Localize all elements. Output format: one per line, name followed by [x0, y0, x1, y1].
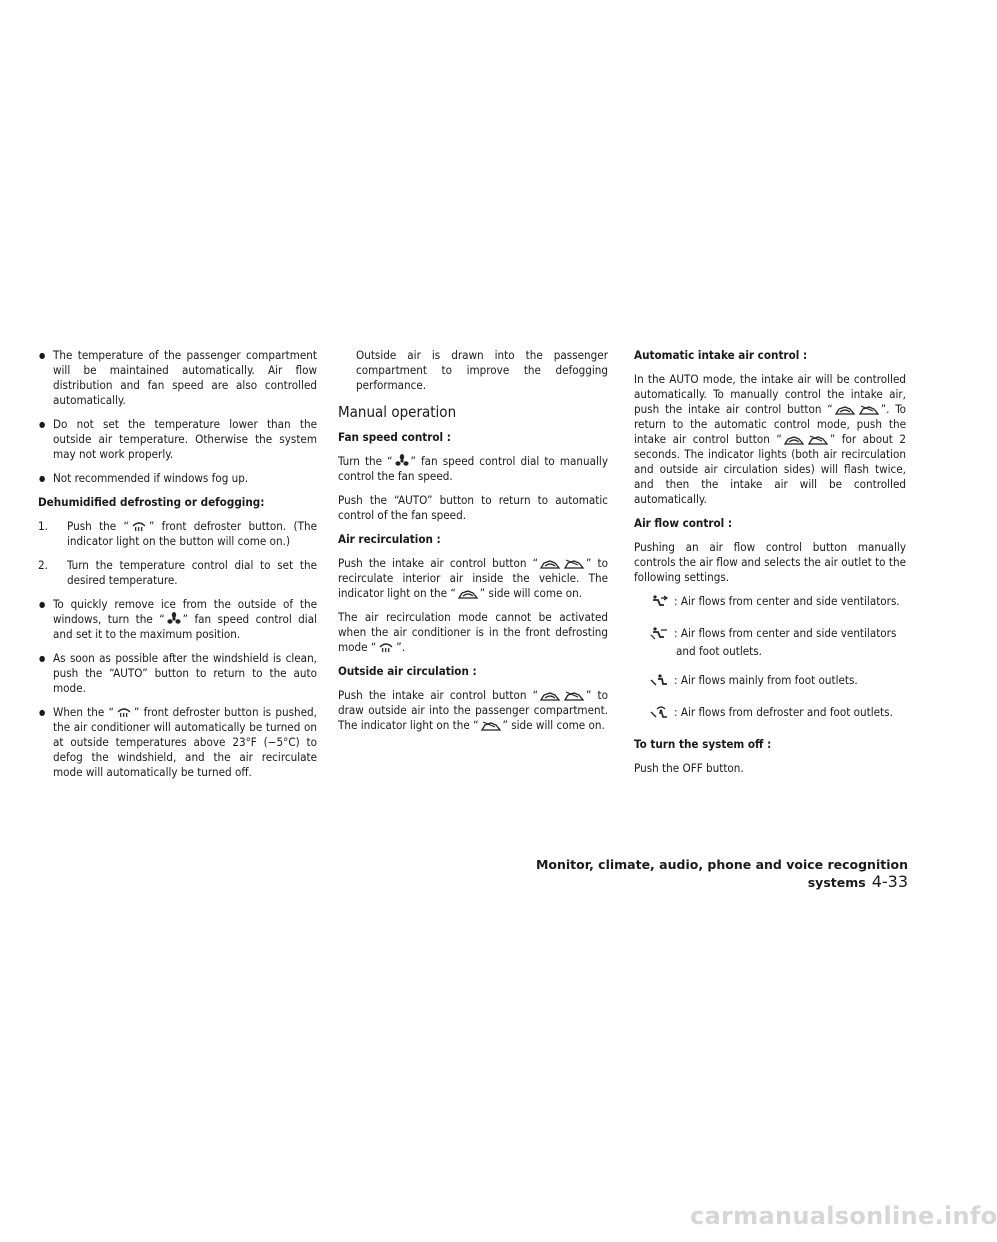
flow-item-vent: : Air flows from center and side ventilators.	[634, 594, 906, 612]
bullet-item: ● Do not set the temperature lower than the outside air temperature. Otherwise the system may not work properly.	[38, 417, 317, 462]
bullet-item: ● The temperature of the passenger compartment will be maintained automatically. Air flow distribution and fan speed are also controlled automatically.	[38, 348, 317, 408]
fan-icon	[395, 454, 409, 468]
bullet-item: ● As soon as possible after the windshield is clean, push the “AUTO” button to return to the auto mode.	[38, 651, 317, 696]
recirculation-icon	[540, 558, 560, 570]
watermark: carmanualsonline.info	[690, 1202, 997, 1230]
outside-air-icon	[481, 720, 501, 732]
flow-item-foot: : Air flows mainly from foot outlets.	[634, 673, 906, 691]
outside-air-icon	[564, 690, 584, 702]
footer-chapter-title: Monitor, climate, audio, phone and voice recognition systems	[535, 857, 908, 890]
subheading-auto-intake: Automatic intake air control :	[634, 348, 808, 362]
subheading-turn-off: To turn the system off :	[634, 737, 772, 751]
subheading-recirculation: Air recirculation :	[338, 532, 441, 546]
front-defroster-icon	[116, 705, 132, 719]
subheading-air-flow: Air flow control :	[634, 516, 733, 530]
bilevel-mode-icon	[650, 627, 668, 640]
paragraph-turn-off: Push the OFF button.	[634, 761, 744, 775]
page-footer	[472, 857, 908, 891]
front-defroster-icon	[131, 519, 147, 533]
section-title: Manual operation	[338, 403, 457, 421]
subheading-fan-speed: Fan speed control :	[338, 430, 451, 444]
bullet-item: ● Not recommended if windows fog up.	[38, 471, 317, 486]
paragraph-air-flow: Pushing an air flow control button manually controls the air flow and selects the air outlet to the following settings.	[634, 540, 906, 584]
paragraph-auto-intake: In the AUTO mode, the intake air will be controlled automatically. To manually control the intake air, push the intake air control button “ ”. To return to the automatic control mode, push the intake air control button “ ” for about 2 seconds. The indicator lights (both air recirculation and outside air circulation sides) will flash twice, and then the intake air will be controlled automatically.	[634, 372, 906, 506]
middle-column	[338, 348, 608, 742]
subheading-outside-air: Outside air circulation :	[338, 664, 477, 678]
outside-air-icon	[859, 404, 879, 416]
vent-mode-icon	[650, 595, 668, 608]
fan-icon	[167, 612, 181, 626]
recirculation-icon	[835, 404, 855, 416]
subheading-dehumidified: Dehumidified defrosting or defogging:	[38, 495, 265, 509]
step-2: 2. Turn the temperature control dial to set the desired temperature.	[38, 558, 317, 587]
recirculation-icon	[458, 588, 478, 600]
paragraph-fan: Turn the “ ” fan speed control dial to manually control the fan speed.	[338, 454, 608, 483]
right-column	[634, 348, 906, 785]
flow-item-defrost-foot: : Air flows from defroster and foot outlets.	[634, 705, 906, 723]
recirculation-icon	[784, 434, 804, 446]
bullet-item: ● When the “ ” front defroster button is pushed, the air conditioner will automatically be turned on at outside temperatures above 23°F (−5°C) to defog the windshield, and the air recirculate mode will automatically be turned off.	[38, 705, 317, 780]
front-defroster-icon	[378, 640, 394, 654]
page-number: 4-33	[871, 872, 908, 891]
left-column	[38, 348, 317, 789]
paragraph-outside-circulation: Push the intake air control button “ ” to draw outside air into the passenger compartment. The indicator light on the “ ” side will come on.	[338, 688, 608, 732]
outside-air-icon	[564, 558, 584, 570]
paragraph-auto-return: Push the “AUTO” button to return to automatic control of the fan speed.	[338, 493, 608, 522]
defrost-foot-mode-icon	[650, 705, 668, 719]
step-1: 1. Push the “ ” front defroster button. (The indicator light on the button will come on.)	[38, 519, 317, 548]
foot-mode-icon	[650, 674, 668, 687]
flow-item-bilevel: : Air flows from center and side ventilators and foot outlets.	[634, 626, 906, 659]
paragraph-outside-air: Outside air is drawn into the passenger compartment to improve the defogging performance.	[356, 348, 608, 392]
bullet-item: ● To quickly remove ice from the outside of the windows, turn the “ ” fan speed control dial and set it to the maximum position.	[38, 597, 317, 642]
paragraph-recirc-note: The air recirculation mode cannot be activated when the air conditioner is in the front defrosting mode “ ”.	[338, 610, 608, 654]
paragraph-recirculation: Push the intake air control button “ ” to recirculate interior air inside the vehicle. The indicator light on the “ ” side will come on.	[338, 556, 608, 600]
recirculation-icon	[540, 690, 560, 702]
outside-air-icon	[808, 434, 828, 446]
